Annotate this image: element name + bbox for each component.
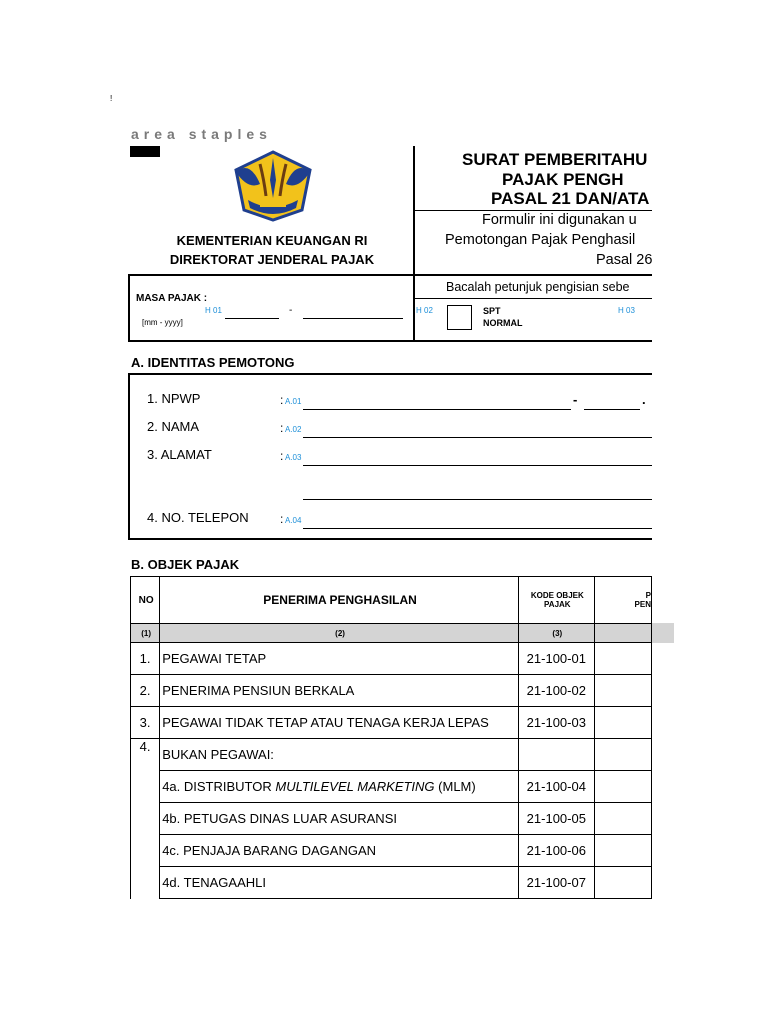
telepon-label: 4. NO. TELEPON (147, 510, 249, 525)
instruction-divider (415, 298, 652, 299)
page-marker: ! (110, 94, 113, 103)
spt-label-line1: SPT (483, 306, 501, 316)
colnum-3: (3) (518, 624, 594, 643)
row-name: 4b. PETUGAS DINAS LUAR ASURANSI (160, 803, 519, 835)
row-no (131, 867, 160, 899)
table-row (131, 867, 652, 899)
masa-pajak-label: MASA PAJAK : (136, 293, 208, 304)
row-name: PEGAWAI TIDAK TETAP ATAU TENAGA KERJA LEPAS (160, 707, 519, 739)
masa-format-hint: [mm - yyyy] (142, 318, 183, 327)
row-name: 4d. TENAGAAHLI (160, 867, 519, 899)
colnum-2: (2) (160, 624, 519, 643)
subtitle-line2: Pemotongan Pajak Penghasil (445, 232, 636, 248)
alamat-code: A.03 (285, 453, 302, 462)
ministry-logo-icon (230, 150, 316, 222)
npwp-sep2: . (642, 392, 646, 407)
colnum-1: (1) (131, 624, 160, 643)
ministry-name: KEMENTERIAN KEUANGAN RI (176, 233, 368, 248)
masa-month-field[interactable] (225, 318, 279, 319)
row-no: 1. (131, 643, 160, 675)
header-bottom-line (128, 274, 652, 276)
row-code: 21-100-03 (518, 707, 594, 739)
row-name: PENERIMA PENSIUN BERKALA (160, 675, 519, 707)
masa-bottom-line (128, 340, 652, 342)
telepon-field[interactable] (303, 528, 652, 529)
area-staples-label: area staples (131, 126, 272, 142)
nama-field[interactable] (303, 437, 652, 438)
row-value-cell[interactable] (594, 771, 651, 803)
row-value-cell[interactable] (594, 675, 651, 707)
table-row (131, 675, 652, 707)
spt-code: H 02 (416, 306, 433, 315)
row-value-cell[interactable] (594, 867, 651, 899)
row-code: 21-100-01 (518, 643, 594, 675)
spt-normal-checkbox[interactable] (447, 305, 472, 330)
row-no: 2. (131, 675, 160, 707)
form-title-line3: PASAL 21 DAN/ATA (491, 189, 650, 208)
header-no: NO (131, 577, 160, 624)
header-penerima: PENERIMA PENGHASILAN (160, 577, 519, 624)
table-colnum-row (131, 624, 652, 643)
header-col4 (594, 577, 651, 624)
masa-dash: - (289, 305, 293, 316)
section-b-title: B. OBJEK PAJAK (131, 557, 240, 572)
nama-code: A.02 (285, 425, 302, 434)
instruction-text: Bacalah petunjuk pengisian sebe (446, 280, 630, 294)
telepon-colon: : (280, 512, 284, 526)
row-no: 3. (131, 707, 160, 739)
row-value-cell[interactable] (594, 739, 651, 771)
objek-pajak-table (130, 576, 652, 899)
table-row (131, 803, 652, 835)
spt-label-line2: NORMAL (483, 318, 523, 328)
row-name: 4c. PENJAJA BARANG DAGANGAN (160, 835, 519, 867)
title-divider (415, 210, 652, 211)
nama-colon: : (280, 421, 284, 435)
npwp-label: 1. NPWP (147, 391, 201, 406)
row-code: 21-100-06 (518, 835, 594, 867)
row-code (518, 739, 594, 771)
row-name-pre: 4a. DISTRIBUTOR (162, 779, 276, 794)
row-value-cell[interactable] (594, 803, 651, 835)
table-row (131, 643, 652, 675)
table-header-row (131, 577, 652, 624)
header-col4-line2: PEN (634, 600, 651, 609)
table-row (131, 707, 652, 739)
table-row (131, 835, 652, 867)
row-value-cell[interactable] (594, 643, 651, 675)
row-code: 21-100-05 (518, 803, 594, 835)
masa-left-line (128, 274, 130, 342)
alamat-colon: : (280, 449, 284, 463)
row-name (160, 771, 519, 803)
row-code: 21-100-07 (518, 867, 594, 899)
masa-pajak-code: H 01 (205, 306, 222, 315)
header-kode (518, 577, 594, 624)
row-code: 21-100-04 (518, 771, 594, 803)
staples-mark (130, 146, 160, 157)
row-name-italic: MULTILEVEL MARKETING (275, 779, 435, 794)
masa-year-field[interactable] (303, 318, 403, 319)
form-title-line1: SURAT PEMBERITAHU (462, 150, 648, 169)
alamat-field-2[interactable] (303, 499, 652, 500)
nama-label: 2. NAMA (147, 419, 200, 434)
row-no (131, 771, 160, 803)
row-no (131, 803, 160, 835)
colnum-row-overflow (652, 623, 674, 643)
npwp-field-2[interactable] (584, 409, 640, 410)
header-kode-text: KODE OBJEK PAJAK (530, 591, 584, 609)
header-col4-line1: P (645, 591, 651, 600)
row-code: 21-100-02 (518, 675, 594, 707)
row-no (131, 835, 160, 867)
telepon-code: A.04 (285, 516, 302, 525)
row-name: BUKAN PEGAWAI: (160, 739, 519, 771)
npwp-field[interactable] (303, 409, 571, 410)
header-divider (413, 146, 415, 342)
row-no: 4. (131, 739, 160, 771)
npwp-code: A.01 (285, 397, 302, 406)
npwp-sep1: - (573, 392, 578, 407)
directorate-name: DIREKTORAT JENDERAL PAJAK (169, 252, 375, 267)
table-row (131, 771, 652, 803)
table-row (131, 739, 652, 771)
npwp-colon: : (280, 393, 284, 407)
alamat-label: 3. ALAMAT (147, 447, 212, 462)
spt-code-2: H 03 (618, 306, 635, 315)
row-value-cell[interactable] (594, 835, 651, 867)
section-a-title: A. IDENTITAS PEMOTONG (131, 355, 295, 370)
colnum-4 (594, 624, 651, 643)
row-name-post: (MLM) (434, 779, 476, 794)
row-name: PEGAWAI TETAP (160, 643, 519, 675)
alamat-field[interactable] (303, 465, 652, 466)
subtitle-line1: Formulir ini digunakan u (482, 212, 637, 228)
row-value-cell[interactable] (594, 707, 651, 739)
subtitle-line3: Pasal 26 (596, 252, 652, 268)
form-title-line2: PAJAK PENGH (502, 170, 624, 189)
